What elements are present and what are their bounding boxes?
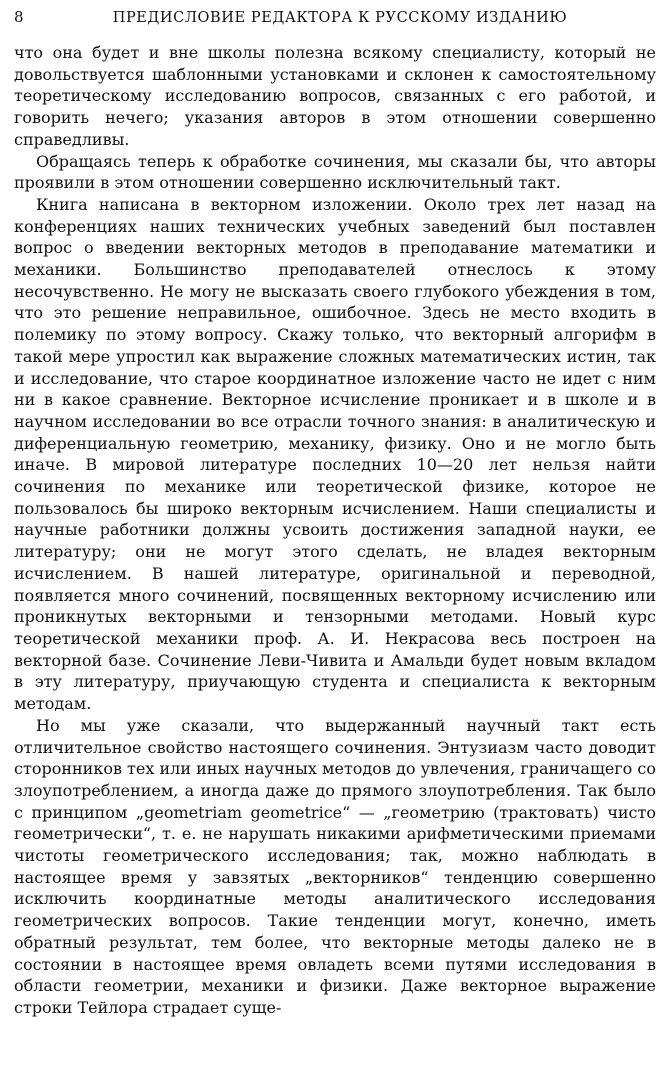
paragraph: Книга написана в векторном изложении. Около трех лет назад на конференциях наших технических учебных заведений был поставлен вопрос о введении векторных методов в преподавание математики и механики. Большинство преподавателей отнеслось к этому несочувственно. Не могу не высказать своего глубокого убеждения в том, что это решение неправильное, ошибочное. Здесь не место входить в полемику по этому вопросу. Скажу только, что векторный алгорифм в такой мере упростил как выражение сложных математических истин, так и исследование, что старое координатное изложение часто не идет с ним ни в какое сравнение. Векторное исчисление проникает и в школе и в научном исследовании во все отрасли точного знания: в аналитическую и диференциальную геометрию, механику, физику. Оно и не могло быть иначе. В мировой литературе последних 10—20 лет нельзя найти сочинения по механике или теоретической физике, которое не пользовалось бы широко векторным исчислением. Наши специалисты и научные работники должны усвоить достижения западной науки, ее литературу; они не могут этого сделать, не владея векторным исчислением. В нашей литературе, оригинальной и переводной, появляется много сочинений, посвященных векторному исчислению или проникнутых векторными и тензорными методами. Новый курс теоретической механики проф. А. И. Некрасова весь построен на векторной базе. Сочинение Леви-Чивита и Амальди будет новым вкладом в эту литературу, приучающую студента и специалиста к векторным методам. [14,194,656,714]
paragraph: Обращаясь теперь к обработке сочинения, мы сказали бы, что авторы проявили в этом отношении совершенно исключительный такт. [14,151,656,193]
running-title: ПРЕДИСЛОВИЕ РЕДАКТОРА К РУССКОМУ ИЗДАНИЮ [112,10,568,26]
paragraph: Но мы уже сказали, что выдержанный научный такт есть отличительное свойство настоящего сочинения. Энтузиазм часто доводит сторонников тех или иных научных методов до увлечения, граничащего со злоупотреблением, а иногда даже до прямого злоупотребления. Так было с принципом „geometriam geometrice“ — „геометрию (трактовать) чисто геометрически“, т. е. не нарушать никакими арифметическими приемами чистоты геометрического исследования; так, можно наблюдать в настоящее время у завзятых „векторников“ тенденцию совершенно исключить координатные методы аналитического исследования геометрических вопросов. Такие тенденции могут, конечно, иметь обратный результат, тем более, что векторные методы далеко не в состоянии в настоящее время овладеть всеми путями исследования в области геометрии, механики и физики. Даже векторное выражение строки Тейлора страдает суще- [14,715,656,1017]
body-text [14,42,656,1019]
paragraph-continuation: что она будет и вне школы полезна всякому специалисту, который не довольствуется шаблонными установками и склонен к самостоятельному теоретическому исследованию вопросов, связанных с его работой, и говорить нечего; указания авторов в этом отношении совершенно справедливы. [14,43,656,149]
running-header [14,8,656,32]
page-number: 8 [14,8,24,26]
